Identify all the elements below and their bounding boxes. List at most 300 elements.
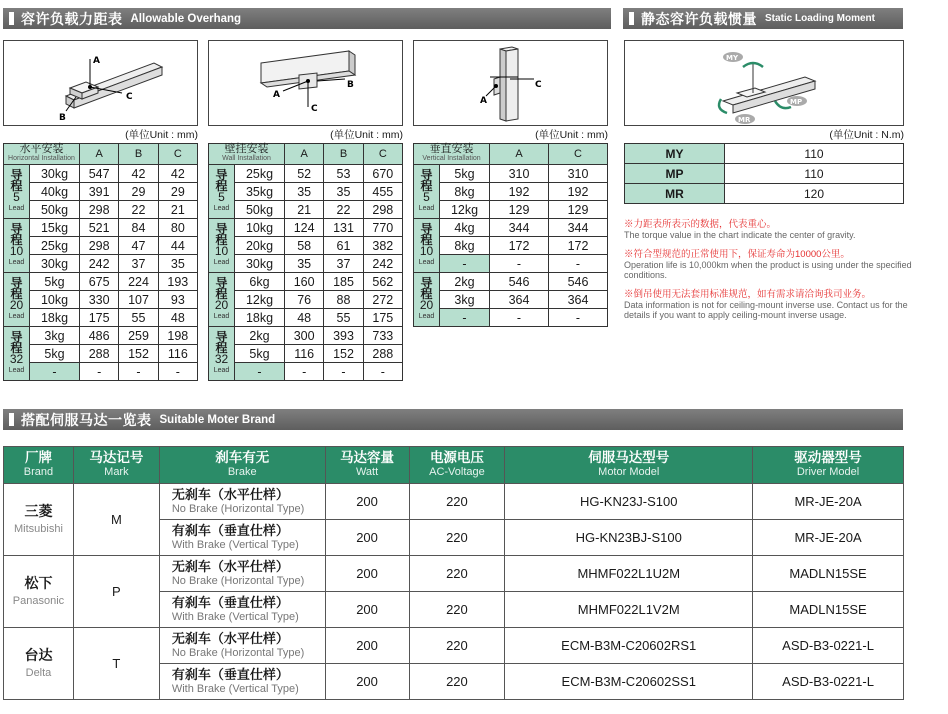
load-cell: 30kg (30, 255, 80, 273)
header-zh: 驱动器型号 (794, 450, 862, 465)
value-cell: 546 (490, 273, 549, 291)
table-row (4, 628, 904, 664)
lead-en: Lead (213, 204, 230, 212)
lead-en: Lead (213, 312, 230, 320)
lead-value: 10 (419, 243, 434, 258)
overhang-unit-1: (单位Unit : mm) (125, 129, 198, 141)
lead-cell (414, 219, 440, 273)
value-cell: 670 (363, 165, 402, 183)
lead-value: 5 (13, 189, 20, 204)
lead-value: 10 (9, 243, 24, 258)
table-row (4, 327, 198, 345)
motor-model-cell: MHMF022L1V2M (505, 592, 753, 628)
brake-zh: 有刹车（垂直仕样） (171, 666, 289, 682)
header-zh: 电源电压 (429, 450, 484, 465)
value-cell: 48 (285, 309, 324, 327)
table-row (414, 219, 608, 237)
value-cell: 88 (324, 291, 363, 309)
voltage-cell: 220 (409, 664, 505, 700)
load-cell: 50kg (235, 201, 285, 219)
table-row (414, 309, 608, 327)
voltage-cell: 220 (409, 520, 505, 556)
value-cell: 393 (324, 327, 363, 345)
wall-install-diagram (208, 40, 403, 126)
value-cell: 242 (363, 255, 402, 273)
motor-model-cell: MHMF022L1U2M (505, 556, 753, 592)
lead-zh: 导 (215, 167, 228, 182)
table-row (209, 309, 403, 327)
lead-en: Lead (213, 258, 230, 266)
table-row (209, 273, 403, 291)
watt-cell: 200 (325, 556, 409, 592)
overhang-title-zh: 容许负载力距表 (21, 11, 123, 28)
table-row (4, 345, 198, 363)
lead-en: Lead (8, 204, 25, 212)
value-cell: 330 (80, 291, 119, 309)
lead-cell (414, 273, 440, 327)
brake-en: With Brake (Vertical Type) (171, 610, 299, 623)
value-cell: 116 (285, 345, 324, 363)
lead-zh: 导 (420, 221, 433, 236)
overhang-unit-2: (单位Unit : mm) (330, 129, 403, 141)
watt-cell: 200 (325, 520, 409, 556)
value-cell: 37 (324, 255, 363, 273)
value-cell: 42 (119, 165, 158, 183)
value-cell: 298 (363, 201, 402, 219)
value-cell: 35 (324, 183, 363, 201)
moment-header (623, 8, 903, 29)
note-zh: ※符合型规范的正常使用下，保证寿命为10000公里。 (624, 249, 850, 260)
header-en: Brake (227, 466, 257, 478)
lead-value: 20 (9, 297, 24, 312)
note-zh: ※力距表所表示的数据，代表重心。 (624, 219, 777, 230)
load-cell: 35kg (235, 183, 285, 201)
lead-cell (209, 219, 235, 273)
moment-title-en: Static Loading Moment (765, 13, 875, 24)
driver-model-cell: MADLN15SE (753, 592, 904, 628)
load-cell: - (235, 363, 285, 381)
value-cell: 310 (490, 165, 549, 183)
lead-zh: 导 (215, 329, 228, 344)
value-cell: 35 (158, 255, 197, 273)
header-en: AC-Voltage (429, 466, 485, 478)
watt-cell: 200 (325, 664, 409, 700)
value-cell: 364 (549, 291, 608, 309)
label-a: A (480, 96, 487, 106)
brake-zh: 无刹车（水平仕样） (171, 558, 289, 574)
header-zh: 马达容量 (340, 450, 395, 465)
column-header: B (324, 144, 363, 165)
table-row (209, 219, 403, 237)
moment-label: MY (625, 144, 725, 164)
motor-title-zh: 搭配伺服马达一览表 (21, 412, 152, 429)
lead-zh: 程 (215, 178, 228, 193)
table-row (4, 309, 198, 327)
lead-cell (4, 165, 30, 219)
value-cell: 21 (158, 201, 197, 219)
table-row (4, 273, 198, 291)
column-header (159, 447, 325, 484)
value-cell: 288 (80, 345, 119, 363)
brand-cell (4, 628, 74, 700)
watt-cell: 200 (325, 628, 409, 664)
lead-value: 20 (214, 297, 229, 312)
lead-zh: 程 (10, 232, 23, 247)
note-en: The torque value in the chart indicate the center of gravity. (624, 230, 856, 240)
table-row (4, 255, 198, 273)
lead-zh: 导 (10, 275, 23, 290)
lead-value: 5 (218, 189, 225, 204)
motor-model-cell: HG-KN23BJ-S100 (505, 520, 753, 556)
table-row (4, 291, 198, 309)
install-type-header (414, 144, 490, 165)
lead-zh: 导 (10, 221, 23, 236)
lead-cell (4, 273, 30, 327)
label-b: B (347, 80, 354, 90)
lead-value: 5 (423, 189, 430, 204)
install-zh: 水平安装 (19, 143, 64, 155)
table-row (209, 363, 403, 381)
lead-zh: 导 (10, 167, 23, 182)
value-cell: 58 (285, 237, 324, 255)
load-cell: 3kg (440, 291, 490, 309)
table-row (209, 165, 403, 183)
value-cell: 152 (119, 345, 158, 363)
table-row (209, 291, 403, 309)
value-cell: 298 (80, 237, 119, 255)
value-cell: 193 (158, 273, 197, 291)
value-cell: 48 (158, 309, 197, 327)
table-row (414, 255, 608, 273)
value-cell: 93 (158, 291, 197, 309)
brake-en: No Brake (Horizontal Type) (171, 502, 305, 515)
overhang-unit-3: (单位Unit : mm) (535, 129, 608, 141)
brand-en: Panasonic (12, 594, 65, 607)
note-en: Data information is not for ceiling-mount inverse use. Contact us for the details if you want to apply ceiling-mount inverse usage. (624, 300, 908, 320)
brand-cell (4, 556, 74, 628)
value-cell: - (363, 363, 402, 381)
load-cell: - (440, 255, 490, 273)
value-cell: - (490, 255, 549, 273)
driver-model-cell: MADLN15SE (753, 556, 904, 592)
load-cell: 5kg (30, 345, 80, 363)
table-row (414, 237, 608, 255)
lead-zh: 程 (420, 286, 433, 301)
value-cell: 55 (324, 309, 363, 327)
column-header (325, 447, 409, 484)
brake-cell (159, 664, 325, 700)
moment-label: MR (625, 184, 725, 204)
brake-en: With Brake (Vertical Type) (171, 538, 299, 551)
value-cell: 80 (158, 219, 197, 237)
table-row (209, 201, 403, 219)
brand-en: Delta (25, 666, 52, 679)
load-cell: 50kg (30, 201, 80, 219)
value-cell: 391 (80, 183, 119, 201)
header-zh: 伺服马达型号 (588, 450, 670, 465)
header-en: Mark (104, 466, 129, 478)
value-cell: - (158, 363, 197, 381)
value-cell: - (549, 309, 608, 327)
load-cell: - (30, 363, 80, 381)
value-cell: 29 (119, 183, 158, 201)
value-cell: 455 (363, 183, 402, 201)
table-row (414, 273, 608, 291)
value-cell: 52 (285, 165, 324, 183)
table-row (414, 201, 608, 219)
value-cell: 344 (490, 219, 549, 237)
lead-zh: 导 (215, 275, 228, 290)
note-zh: ※倒吊使用无法套用标准规范，如有需求请洽询我司业务。 (624, 289, 872, 300)
label-a: A (93, 56, 100, 66)
moment-row (625, 164, 904, 184)
value-cell: 733 (363, 327, 402, 345)
lead-zh: 导 (420, 167, 433, 182)
load-cell: 30kg (235, 255, 285, 273)
overhang-header (3, 8, 611, 29)
column-header: C (549, 144, 608, 165)
brake-zh: 有刹车（垂直仕样） (171, 594, 289, 610)
value-cell: 116 (158, 345, 197, 363)
lead-zh: 程 (215, 340, 228, 355)
load-cell: 18kg (235, 309, 285, 327)
brand-cell (4, 484, 74, 556)
brake-zh: 有刹车（垂直仕样） (171, 522, 289, 538)
mark-cell: P (73, 556, 159, 628)
value-cell: 192 (549, 183, 608, 201)
lead-en: Lead (418, 204, 435, 212)
value-cell: 344 (549, 219, 608, 237)
header-row (209, 144, 403, 165)
motor-model-cell: ECM-B3M-C20602SS1 (505, 664, 753, 700)
value-cell: 172 (549, 237, 608, 255)
value-cell: 192 (490, 183, 549, 201)
brake-cell (159, 484, 325, 520)
column-header: C (158, 144, 197, 165)
moment-value: 120 (725, 184, 904, 204)
value-cell: 172 (490, 237, 549, 255)
value-cell: - (80, 363, 119, 381)
header-en: Watt (355, 466, 379, 478)
brake-cell (159, 520, 325, 556)
lead-cell (209, 165, 235, 219)
table-row (209, 327, 403, 345)
load-cell: 8kg (440, 183, 490, 201)
header-row (4, 447, 904, 484)
load-cell: 5kg (30, 273, 80, 291)
value-cell: 35 (285, 255, 324, 273)
value-cell: 84 (119, 219, 158, 237)
moment-row (625, 184, 904, 204)
lead-en: Lead (8, 312, 25, 320)
brake-en: No Brake (Horizontal Type) (171, 646, 305, 659)
brand-zh: 松下 (24, 574, 53, 591)
table-row (209, 345, 403, 363)
voltage-cell: 220 (409, 484, 505, 520)
driver-model-cell: MR-JE-20A (753, 484, 904, 520)
value-cell: 546 (549, 273, 608, 291)
install-type-header (209, 144, 285, 165)
brake-en: With Brake (Vertical Type) (171, 682, 299, 695)
label-c: C (535, 80, 542, 90)
mark-cell: M (73, 484, 159, 556)
header-tick (9, 12, 14, 25)
lead-value: 20 (419, 297, 434, 312)
brand-zh: 三菱 (24, 502, 53, 519)
load-cell: 5kg (440, 165, 490, 183)
value-cell: 42 (158, 165, 197, 183)
lead-zh: 程 (215, 286, 228, 301)
wall-overhang-table (208, 143, 403, 381)
column-header: C (363, 144, 402, 165)
table-row (4, 484, 904, 520)
lead-value: 32 (9, 351, 24, 366)
header-row (4, 144, 198, 165)
table-row (209, 255, 403, 273)
lead-zh: 程 (420, 178, 433, 193)
value-cell: 175 (80, 309, 119, 327)
moment-unit: (单位Unit : N.m) (829, 129, 904, 141)
header-en: Motor Model (598, 466, 660, 478)
load-cell: 25kg (235, 165, 285, 183)
column-header (73, 447, 159, 484)
header-zh: 刹车有无 (215, 450, 270, 465)
value-cell: 55 (119, 309, 158, 327)
moment-title-zh: 静态容许负载惯量 (641, 11, 757, 28)
lead-en: Lead (418, 312, 435, 320)
lead-zh: 导 (10, 329, 23, 344)
lead-value: 32 (214, 351, 229, 366)
value-cell: 129 (549, 201, 608, 219)
load-cell: 20kg (235, 237, 285, 255)
label-mr: MR (738, 116, 751, 124)
value-cell: 22 (324, 201, 363, 219)
load-cell: 6kg (235, 273, 285, 291)
table-row (209, 183, 403, 201)
label-c: C (311, 104, 318, 114)
value-cell: - (490, 309, 549, 327)
driver-model-cell: MR-JE-20A (753, 520, 904, 556)
value-cell: - (285, 363, 324, 381)
value-cell: 175 (363, 309, 402, 327)
horizontal-overhang-table (3, 143, 198, 381)
value-cell: 300 (285, 327, 324, 345)
load-cell: 30kg (30, 165, 80, 183)
driver-model-cell: ASD-B3-0221-L (753, 628, 904, 664)
brand-en: Mitsubishi (14, 522, 63, 535)
mark-cell: T (73, 628, 159, 700)
value-cell: 37 (119, 255, 158, 273)
lead-zh: 导 (420, 275, 433, 290)
header-row (414, 144, 608, 165)
moment-diagram (624, 40, 904, 126)
value-cell: 61 (324, 237, 363, 255)
load-cell: 4kg (440, 219, 490, 237)
brake-cell (159, 592, 325, 628)
motor-header (3, 409, 903, 430)
header-en: Brand (23, 466, 54, 478)
motor-brand-table (3, 446, 904, 700)
moment-notes (624, 210, 914, 320)
value-cell: - (324, 363, 363, 381)
lead-en: Lead (8, 366, 25, 374)
watt-cell: 200 (325, 592, 409, 628)
value-cell: 770 (363, 219, 402, 237)
lead-value: 10 (214, 243, 229, 258)
horizontal-install-diagram (3, 40, 198, 126)
label-c: C (126, 92, 133, 102)
header-en: Driver Model (796, 466, 860, 478)
column-header: A (285, 144, 324, 165)
brake-en: No Brake (Horizontal Type) (171, 574, 305, 587)
value-cell: 198 (158, 327, 197, 345)
header-tick (629, 12, 634, 25)
value-cell: 160 (285, 273, 324, 291)
lead-zh: 程 (10, 286, 23, 301)
table-row (4, 237, 198, 255)
moment-row (625, 144, 904, 164)
load-cell: - (440, 309, 490, 327)
moment-label: MP (625, 164, 725, 184)
label-b: B (59, 113, 66, 123)
column-header: B (119, 144, 158, 165)
table-row (414, 183, 608, 201)
value-cell: 288 (363, 345, 402, 363)
value-cell: 310 (549, 165, 608, 183)
lead-zh: 程 (215, 232, 228, 247)
load-cell: 12kg (440, 201, 490, 219)
value-cell: 547 (80, 165, 119, 183)
table-row (4, 363, 198, 381)
lead-zh: 程 (420, 232, 433, 247)
column-header (505, 447, 753, 484)
value-cell: 76 (285, 291, 324, 309)
label-mp: MP (790, 98, 803, 106)
install-zh: 垂直安装 (429, 143, 474, 155)
value-cell: 364 (490, 291, 549, 309)
value-cell: - (119, 363, 158, 381)
column-header: A (80, 144, 119, 165)
value-cell: 107 (119, 291, 158, 309)
load-cell: 40kg (30, 183, 80, 201)
install-type-header (4, 144, 80, 165)
overhang-title-en: Allowable Overhang (130, 12, 242, 25)
value-cell: 521 (80, 219, 119, 237)
lead-en: Lead (418, 258, 435, 266)
vertical-install-diagram (413, 40, 608, 126)
voltage-cell: 220 (409, 592, 505, 628)
lead-zh: 导 (215, 221, 228, 236)
value-cell: 185 (324, 273, 363, 291)
header-zh: 马达记号 (89, 450, 144, 465)
lead-cell (209, 327, 235, 381)
table-row (414, 291, 608, 309)
lead-zh: 程 (10, 178, 23, 193)
column-header (4, 447, 74, 484)
value-cell: 44 (158, 237, 197, 255)
value-cell: 29 (158, 183, 197, 201)
load-cell: 5kg (235, 345, 285, 363)
voltage-cell: 220 (409, 628, 505, 664)
load-cell: 10kg (235, 219, 285, 237)
load-cell: 25kg (30, 237, 80, 255)
header-tick (9, 413, 14, 426)
load-cell: 15kg (30, 219, 80, 237)
column-header: A (490, 144, 549, 165)
lead-en: Lead (213, 366, 230, 374)
value-cell: 675 (80, 273, 119, 291)
lead-zh: 程 (10, 340, 23, 355)
